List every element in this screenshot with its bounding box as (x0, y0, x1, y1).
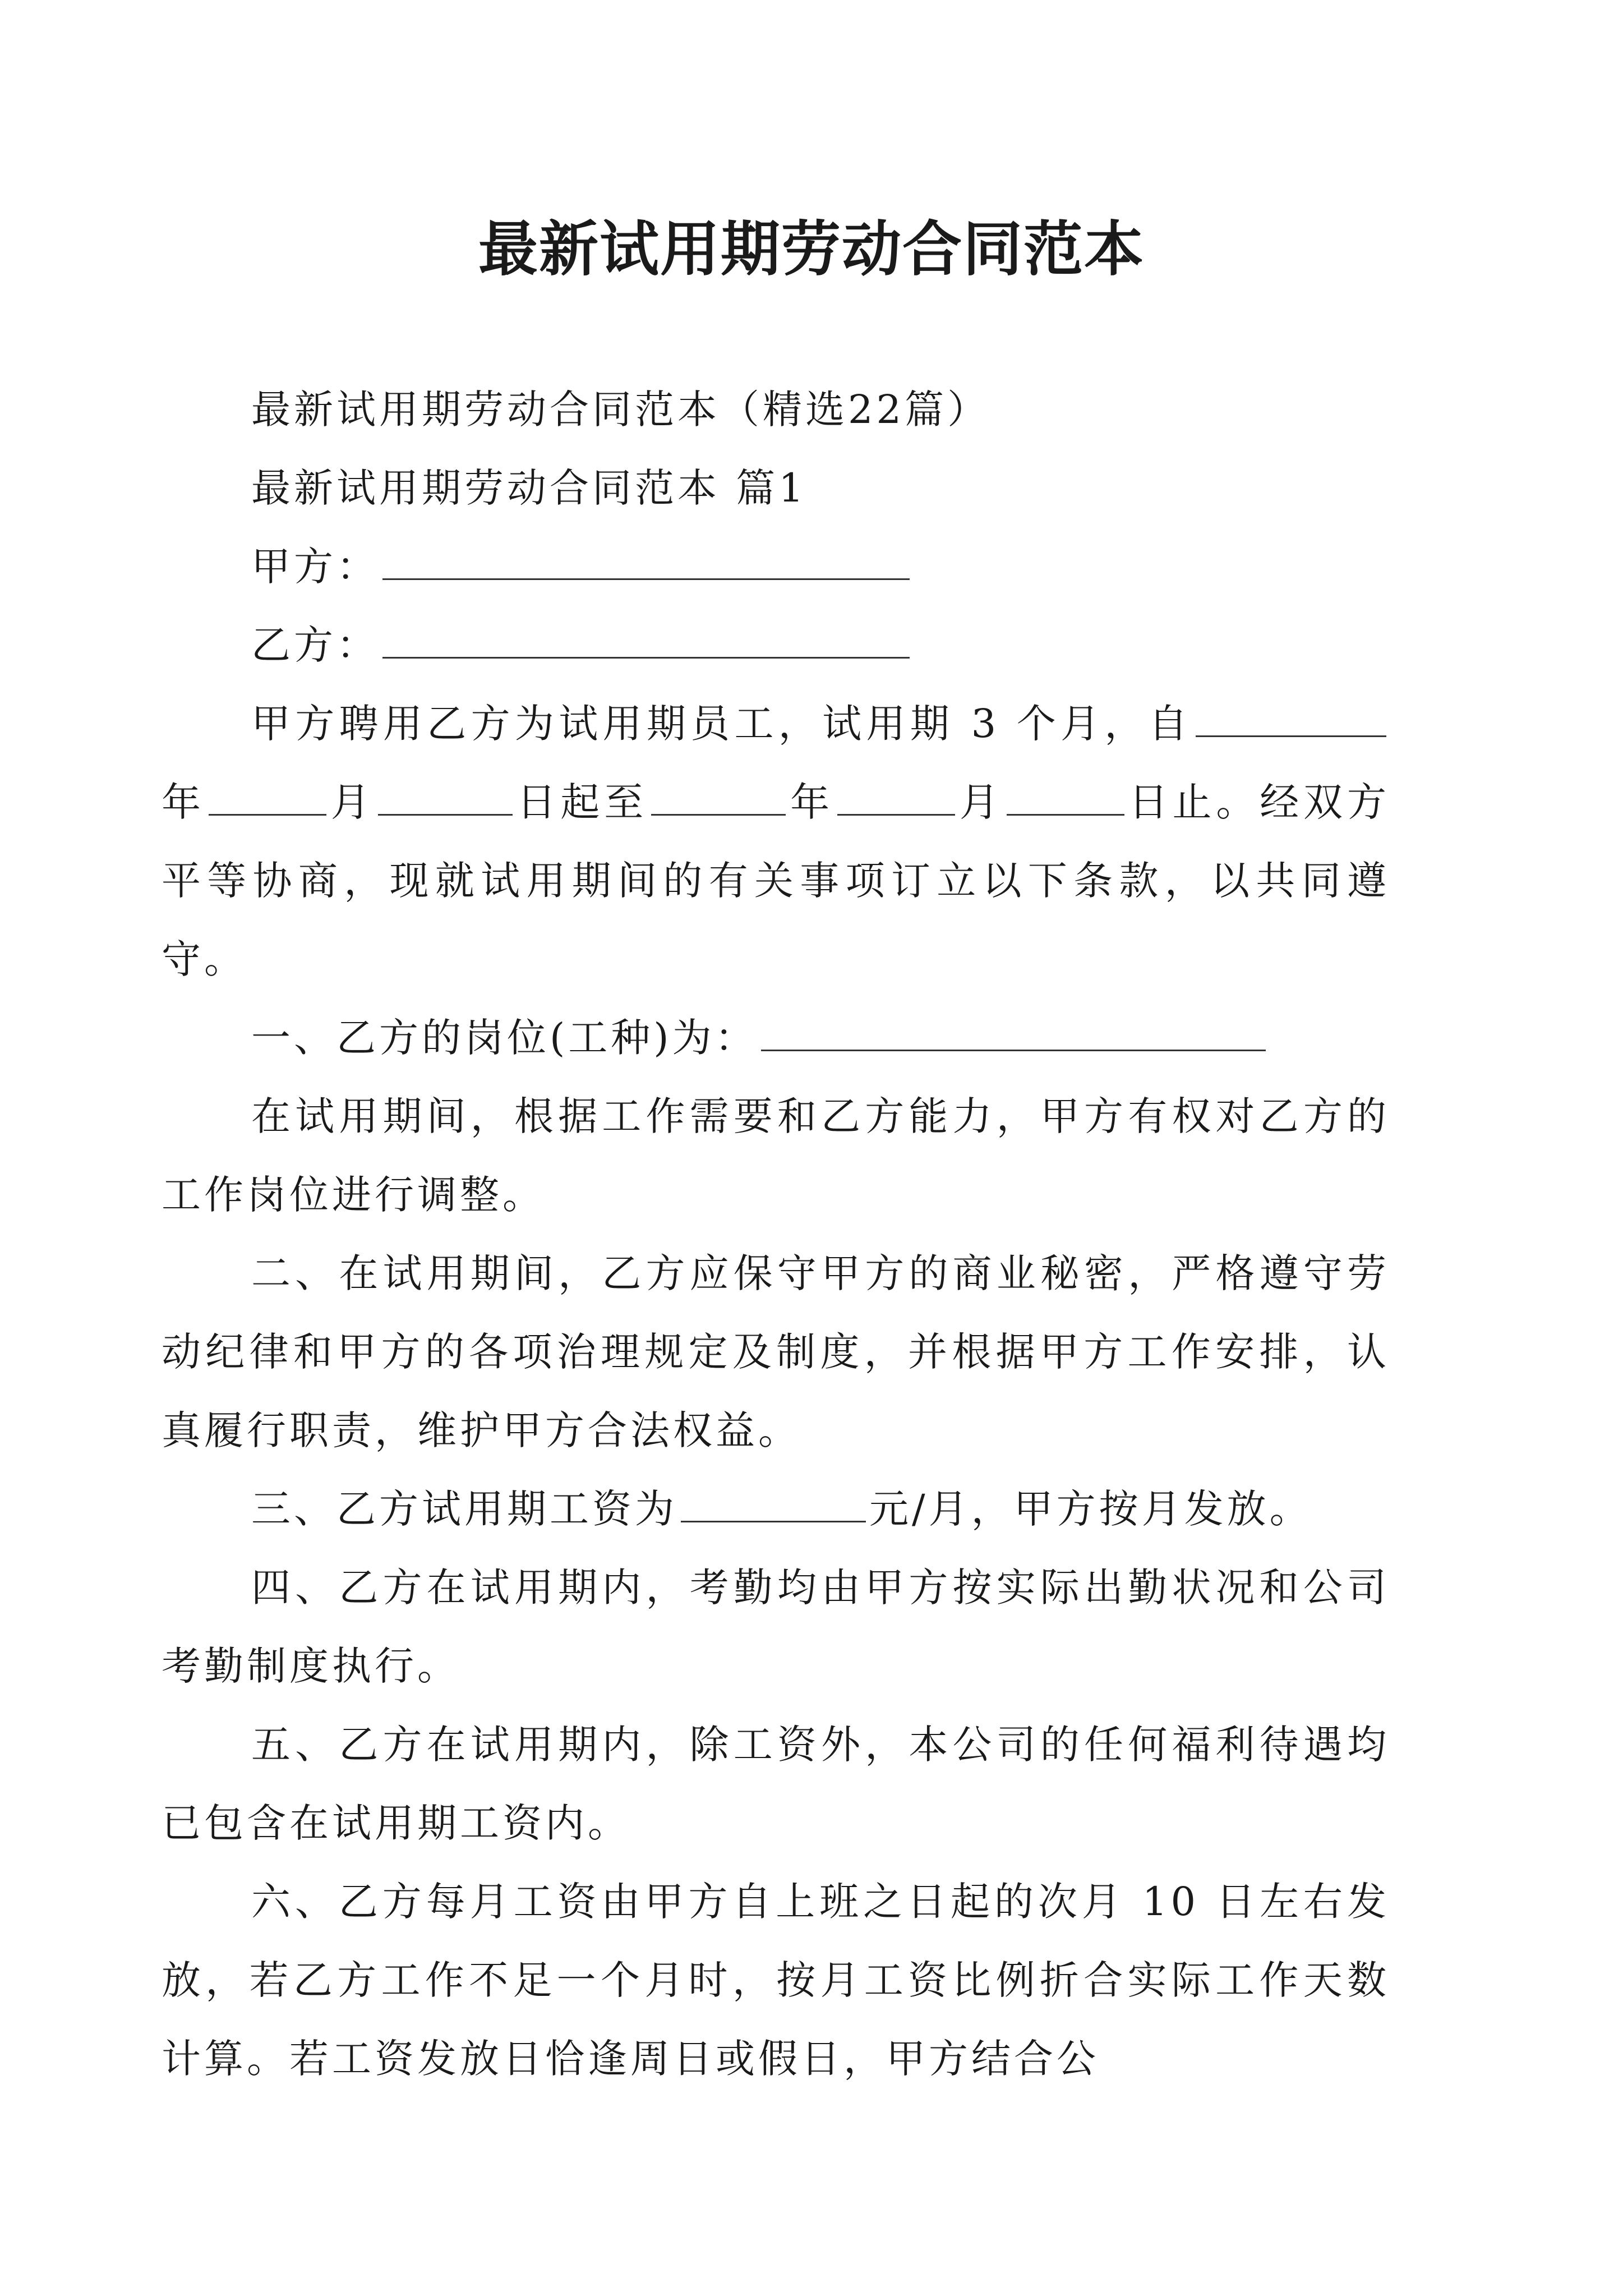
clause-3-prefix: 三、乙方试用期工资为 (251, 1486, 677, 1532)
party-b-label: 乙方： (251, 622, 379, 668)
clause-4: 四、乙方在试用期内，考勤均由甲方按实际出勤状况和公司考勤制度执行。 (162, 1565, 1390, 1689)
year-label-1: 年 (162, 779, 205, 825)
party-b-line (251, 606, 1390, 684)
month-label-1: 月 (329, 779, 375, 825)
start-year-blank (1196, 702, 1386, 737)
end-month-blank (837, 780, 955, 816)
section-heading: 最新试用期劳动合同范本 篇1 (251, 465, 807, 511)
end-year-blank (651, 780, 786, 816)
clause-2: 二、在试用期间，乙方应保守甲方的商业秘密，严格遵守劳动纪律和甲方的各项治理规定及制度，并根据甲方工作安排，认真履行职责，维护甲方合法权益。 (162, 1250, 1390, 1453)
intro-paragraph (162, 684, 1390, 999)
party-a-label: 甲方： (251, 544, 379, 590)
party-a-blank (382, 545, 910, 580)
clause-1-detail: 在试用期间，根据工作需要和乙方能力，甲方有权对乙方的工作岗位进行调整。 (162, 1093, 1390, 1218)
clause-6: 六、乙方每月工资由甲方自上班之日起的次月 10 日左右发放，若乙方工作不足一个月时，按月工资比例折合实际工作天数计算。若工资发放日恰逢周日或假日，甲方结合公 (162, 1879, 1390, 2082)
day-label-1: 日起至 (515, 779, 648, 825)
start-day-blank (378, 780, 513, 816)
clause-5: 五、乙方在试用期内，除工资外，本公司的任何福利待遇均已包含在试用期工资内。 (162, 1722, 1390, 1846)
clause-1-label: 一、乙方的岗位(工种)为： (251, 1015, 758, 1061)
clause-3-suffix: 元/月，甲方按月发放。 (869, 1486, 1312, 1532)
party-a-line (251, 527, 1390, 606)
end-day-blank (1007, 780, 1124, 816)
wage-blank (681, 1487, 866, 1522)
start-month-blank (209, 780, 326, 816)
clause-1-line (251, 999, 1390, 1077)
document-subtitle: 最新试用期劳动合同范本（精选22篇） (251, 386, 990, 432)
intro-text-1: 甲方聘用乙方为试用期员工，试用期 3 个月，自 (251, 701, 1192, 747)
year-label-2: 年 (789, 779, 834, 825)
party-b-blank (382, 623, 910, 659)
post-blank (761, 1016, 1266, 1051)
intro-text-2: 日止。经双方平等协商，现就试用期间的有关事项订立以下条款，以共同遵守。 (162, 779, 1390, 982)
month-label-2: 月 (958, 779, 1003, 825)
document-body (162, 370, 1390, 2098)
clause-3 (251, 1470, 1390, 1548)
document-title: 最新试用期劳动合同范本 (478, 214, 1145, 284)
